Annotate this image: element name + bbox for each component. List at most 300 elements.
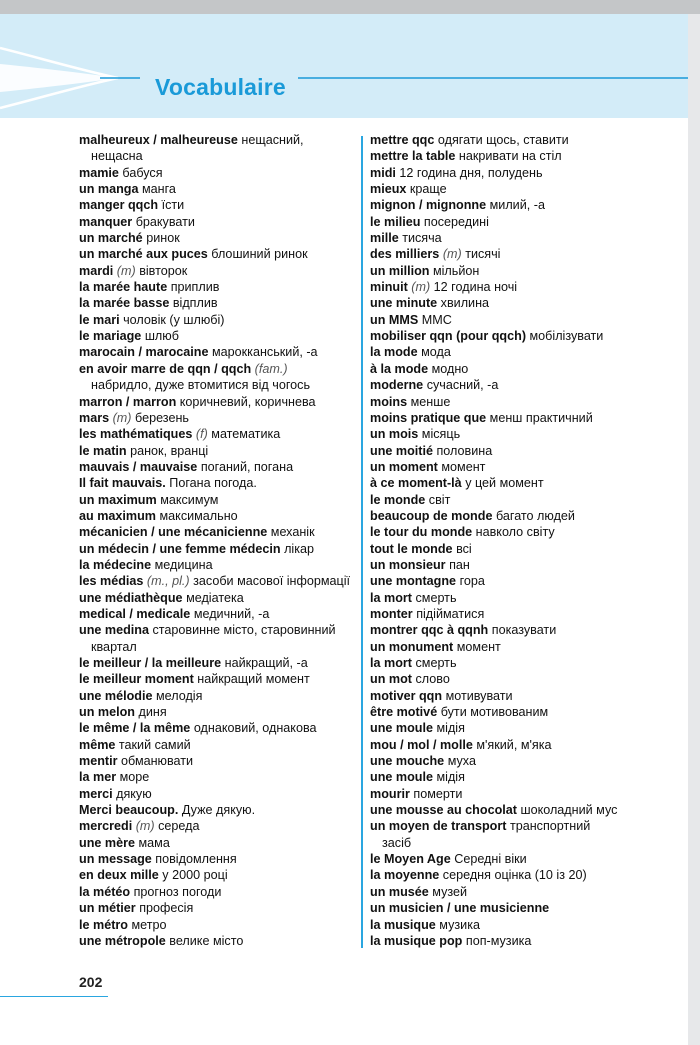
translation: середа [158, 819, 200, 834]
headword: un manga [79, 182, 139, 197]
vocabulary-entry [370, 295, 685, 311]
vocabulary-entry [79, 524, 359, 540]
vocabulary-entry [370, 361, 685, 377]
translation: середня оцінка (10 із 20) [442, 868, 587, 883]
translation: шоколадний мус [520, 803, 618, 818]
headword: un moment [370, 459, 438, 474]
translation: посередині [423, 214, 489, 229]
translation: у 2000 році [162, 868, 228, 883]
translation: мелодія [155, 688, 203, 703]
vocabulary-entry [370, 573, 685, 589]
vocabulary-entry [370, 786, 685, 802]
translation: показувати [491, 623, 557, 638]
column-divider [361, 136, 363, 948]
headword: un musée [370, 884, 429, 899]
page-edge [688, 14, 700, 1045]
translation: бути мотивованим [440, 705, 549, 720]
translation: мобілізувати [529, 329, 604, 344]
headword: mettre qqc [370, 133, 435, 147]
vocabulary-entry [370, 590, 685, 606]
translation: милий, -а [489, 198, 545, 213]
vocabulary-entry [370, 867, 685, 883]
translation: хвилина [440, 296, 490, 311]
translation: момент [441, 459, 486, 474]
headword: la mort [370, 656, 412, 670]
headword: moins [370, 394, 408, 409]
translation: повідомлення [155, 852, 237, 867]
vocabulary-entry [79, 802, 359, 818]
translation: слово [415, 672, 450, 687]
headword: manquer [79, 214, 133, 229]
headword: mardi [79, 263, 114, 278]
translation: море [119, 770, 150, 785]
vocabulary-entry [79, 361, 359, 394]
vocabulary-entry [79, 671, 359, 687]
headword: un message [79, 852, 152, 867]
translation: бабуся [122, 165, 163, 180]
translation: механік [270, 525, 315, 540]
translation: пан [449, 557, 470, 572]
vocabulary-entry [79, 933, 359, 949]
vocabulary-entry [370, 622, 685, 638]
headword: la musique pop [370, 933, 463, 948]
translation: шлюб [144, 329, 179, 344]
translation: м'який, м'яка [476, 737, 552, 752]
headword: une mousse au chocolat [370, 803, 517, 818]
headword: beaucoup de monde [370, 508, 493, 523]
translation: приплив [170, 280, 220, 295]
headword: même [79, 737, 116, 752]
vocabulary-entry [370, 246, 685, 262]
headword: tout le monde [370, 541, 453, 556]
grammar-note: (m) [442, 247, 462, 262]
translation: світ [428, 492, 451, 507]
vocabulary-entry [370, 328, 685, 344]
translation: блошиний ринок [211, 247, 308, 262]
grammar-note: (m) [411, 280, 431, 295]
vocabulary-entry [370, 704, 685, 720]
vocabulary-entry [79, 917, 359, 933]
headword: un moyen de transport [370, 819, 507, 834]
headword: la mort [370, 590, 412, 605]
translation: максимум [160, 492, 219, 507]
vocabulary-entry [370, 524, 685, 540]
vocabulary-entry [370, 541, 685, 557]
vocabulary-column-right [370, 132, 685, 949]
translation: такий самий [118, 737, 191, 752]
translation: померти [413, 786, 463, 801]
translation: мідія [436, 770, 465, 785]
headword: mieux [370, 182, 407, 197]
footer-rule [0, 996, 108, 997]
translation: їсти [161, 198, 185, 213]
vocabulary-entry [79, 753, 359, 769]
headword: medical / medicale [79, 606, 191, 621]
vocabulary-entry [79, 541, 359, 557]
vocabulary-entry [79, 769, 359, 785]
vocabulary-entry [79, 246, 359, 262]
headword: une montagne [370, 574, 457, 589]
translation: мотивувати [445, 688, 513, 703]
headword: une moitié [370, 443, 433, 458]
vocabulary-entry [370, 410, 685, 426]
translation: максимально [159, 508, 238, 523]
headword: en deux mille [79, 868, 159, 883]
vocabulary-entry [370, 671, 685, 687]
vocabulary-entry [79, 867, 359, 883]
vocabulary-entry [79, 492, 359, 508]
headword: le monde [370, 492, 426, 507]
headword: le mariage [79, 329, 142, 344]
headword: le meilleur / la meilleure [79, 656, 222, 670]
vocabulary-entry [79, 737, 359, 753]
headword: être motivé [370, 705, 438, 720]
vocabulary-entry [79, 573, 359, 589]
headword: la marée basse [79, 296, 170, 311]
vocabulary-column-left [79, 132, 359, 949]
translation: транспортний [509, 819, 591, 834]
translation: підійматися [416, 606, 485, 621]
translation-continued: набридло, дуже втомитися від чогось [91, 378, 311, 393]
translation: бракувати [135, 214, 195, 229]
translation: медицина [154, 557, 213, 572]
headword: manger qqch [79, 198, 159, 213]
translation: муха [447, 754, 476, 769]
translation-continued: засіб [382, 835, 412, 850]
translation: мідія [436, 721, 465, 736]
vocabulary-entry [370, 148, 685, 164]
translation: 12 година дня, полудень [399, 165, 543, 180]
translation: у цей момент [465, 476, 544, 491]
translation: велике місто [169, 933, 244, 948]
translation: нещасний, [241, 133, 304, 147]
headword: mamie [79, 165, 119, 180]
vocabulary-entry [79, 884, 359, 900]
translation: диня [138, 705, 167, 720]
headword: la médecine [79, 557, 152, 572]
headword: le meilleur moment [79, 672, 194, 687]
headword: la météo [79, 884, 131, 899]
vocabulary-entry [79, 622, 359, 655]
headword: une moule [370, 770, 433, 785]
translation: тисяча [402, 231, 442, 246]
translation: метро [131, 917, 167, 932]
translation: дякую [116, 786, 152, 801]
vocabulary-entry [370, 181, 685, 197]
headword: une médiathèque [79, 590, 183, 605]
headword: midi [370, 165, 396, 180]
headword: moins pratique que [370, 410, 487, 425]
translation: музика [439, 917, 480, 932]
vocabulary-entry [370, 557, 685, 573]
translation: поганий, погана [200, 459, 294, 474]
translation: поп-музика [465, 933, 532, 948]
vocabulary-entry [370, 132, 685, 148]
headword: un métier [79, 901, 136, 916]
headword: mille [370, 231, 399, 246]
translation: Середні віки [454, 852, 527, 867]
page-title: Vocabulaire [155, 74, 286, 100]
headword: une medina [79, 623, 149, 638]
translation: ММС [421, 312, 452, 327]
vocabulary-entry [370, 688, 685, 704]
translation-continued: квартал [91, 639, 137, 654]
translation: манга [141, 182, 176, 197]
headword: un mot [370, 672, 412, 687]
vocabulary-entry [370, 884, 685, 900]
vocabulary-entry [79, 279, 359, 295]
headword: mercredi [79, 819, 133, 834]
translation: найкращий момент [197, 672, 310, 687]
headword: mobiliser qqn (pour qqch) [370, 329, 527, 344]
headword: la musique [370, 917, 436, 932]
vocabulary-entry [79, 443, 359, 459]
translation: одягати щось, ставити [437, 133, 569, 147]
headword: un melon [79, 705, 135, 720]
translation: березень [135, 410, 189, 425]
vocabulary-entry [370, 492, 685, 508]
vocabulary-entry [79, 557, 359, 573]
grammar-note: (m) [135, 819, 155, 834]
headword: mars [79, 410, 110, 425]
headword: Il fait mauvais. [79, 476, 166, 491]
translation: прогноз погоди [133, 884, 222, 899]
headword: merci [79, 786, 113, 801]
headword: monter [370, 606, 413, 621]
headword: le matin [79, 443, 127, 458]
headword: mécanicien / une mécanicienne [79, 525, 268, 540]
headword: à ce moment-là [370, 476, 462, 491]
headword: le mari [79, 312, 120, 327]
grammar-note: (m) [116, 263, 136, 278]
headword: motiver qqn [370, 688, 443, 703]
translation: ринок [146, 231, 180, 246]
translation: марокканський, -а [212, 345, 318, 360]
header-swoosh-decoration [0, 14, 700, 118]
headword: une mère [79, 835, 135, 850]
headword: un médecin / une femme médecin [79, 541, 281, 556]
headword: mourir [370, 786, 410, 801]
headword: en avoir marre de qqn / qqch [79, 361, 252, 376]
headword: les mathématiques [79, 427, 193, 442]
top-strip [0, 0, 700, 14]
vocabulary-entry [370, 377, 685, 393]
translation-continued: нещасна [91, 149, 143, 164]
translation: мода [421, 345, 451, 360]
headword: marron / marron [79, 394, 177, 409]
translation: краще [409, 182, 447, 197]
grammar-note: (m) [112, 410, 132, 425]
translation: мама [138, 835, 170, 850]
vocabulary-entry [79, 459, 359, 475]
vocabulary-entry [79, 197, 359, 213]
headword: une métropole [79, 933, 166, 948]
translation: медіатека [186, 590, 244, 605]
vocabulary-entry [79, 410, 359, 426]
vocabulary-entry [79, 704, 359, 720]
translation: засоби масової інформації [193, 574, 351, 589]
vocabulary-entry [370, 655, 685, 671]
translation: половина [436, 443, 493, 458]
headword: mou / mol / molle [370, 737, 473, 752]
translation: модно [431, 361, 469, 376]
headword: un million [370, 263, 430, 278]
vocabulary-entry [79, 263, 359, 279]
translation: смерть [415, 590, 457, 605]
headword: moderne [370, 378, 424, 393]
vocabulary-entry [79, 590, 359, 606]
vocabulary-entry [370, 230, 685, 246]
translation: смерть [415, 656, 457, 670]
vocabulary-entry [79, 688, 359, 704]
vocabulary-entry [79, 835, 359, 851]
section-header [0, 14, 700, 118]
headword: minuit [370, 280, 408, 295]
vocabulary-entry [79, 508, 359, 524]
vocabulary-entry [79, 394, 359, 410]
headword: un mois [370, 427, 419, 442]
headword: un monument [370, 639, 454, 654]
vocabulary-entry [79, 786, 359, 802]
headword: le métro [79, 917, 128, 932]
vocabulary-entry [370, 818, 685, 851]
vocabulary-entry [370, 214, 685, 230]
vocabulary-entry [79, 900, 359, 916]
vocabulary-entry [370, 443, 685, 459]
translation: однаковий, однакова [193, 721, 317, 736]
headword: des milliers [370, 247, 440, 262]
headword: un monsieur [370, 557, 446, 572]
vocabulary-entry [370, 459, 685, 475]
vocabulary-entry [79, 426, 359, 442]
grammar-note: (fam.) [254, 361, 288, 376]
vocabulary-entry [370, 917, 685, 933]
vocabulary-entry [370, 312, 685, 328]
vocabulary-entry [370, 426, 685, 442]
vocabulary-entry [79, 312, 359, 328]
vocabulary-entry [79, 328, 359, 344]
translation: чоловік (у шлюбі) [123, 312, 225, 327]
translation: гора [459, 574, 485, 589]
headword: au maximum [79, 508, 156, 523]
translation: відплив [172, 296, 218, 311]
vocabulary-entry [79, 655, 359, 671]
headword: mignon / mignonne [370, 198, 487, 213]
translation: старовинне місто, старовинний [152, 623, 336, 638]
headword: la marée haute [79, 280, 168, 295]
vocabulary-entry [370, 606, 685, 622]
translation: ранок, вранці [130, 443, 209, 458]
headword: mentir [79, 754, 118, 769]
headword: à la mode [370, 361, 429, 376]
headword: le tour du monde [370, 525, 473, 540]
vocabulary-entry [370, 769, 685, 785]
vocabulary-entry [370, 279, 685, 295]
translation: обманювати [121, 754, 194, 769]
headword: la mer [79, 770, 117, 785]
translation: Дуже дякую. [181, 803, 256, 818]
vocabulary-entry [370, 344, 685, 360]
vocabulary-entry [370, 197, 685, 213]
translation: Погана погода. [169, 476, 257, 491]
translation: момент [456, 639, 501, 654]
headword: une mélodie [79, 688, 153, 703]
vocabulary-entry [370, 900, 685, 916]
vocabulary-entry [370, 802, 685, 818]
headword: le même / la même [79, 721, 191, 736]
headword: le Moyen Age [370, 852, 451, 867]
vocabulary-entry [79, 214, 359, 230]
headword: un marché aux puces [79, 247, 208, 262]
headword: une minute [370, 296, 438, 311]
translation: математика [211, 427, 281, 442]
translation: професія [139, 901, 194, 916]
translation: багато людей [495, 508, 575, 523]
vocabulary-entry [79, 181, 359, 197]
headword: un MMS [370, 312, 419, 327]
translation: тисячі [465, 247, 501, 262]
vocabulary-entry [79, 132, 359, 165]
vocabulary-entry [79, 475, 359, 491]
headword: la moyenne [370, 868, 440, 883]
headword: Merci beaucoup. [79, 803, 179, 818]
vocabulary-entry [370, 737, 685, 753]
vocabulary-entry [370, 720, 685, 736]
translation: вівторок [139, 263, 188, 278]
vocabulary-entry [79, 295, 359, 311]
vocabulary-entry [79, 344, 359, 360]
headword: une mouche [370, 754, 445, 769]
translation: всі [456, 541, 472, 556]
vocabulary-entry [370, 933, 685, 949]
vocabulary-entry [79, 230, 359, 246]
vocabulary-entry [370, 475, 685, 491]
headword: une moule [370, 721, 433, 736]
vocabulary-entry [370, 851, 685, 867]
translation: сучасний, -а [426, 378, 499, 393]
vocabulary-entry [79, 818, 359, 834]
grammar-note: (m., pl.) [146, 574, 190, 589]
headword: le milieu [370, 214, 421, 229]
translation: 12 година ночі [433, 280, 518, 295]
vocabulary-entry [370, 508, 685, 524]
headword: un musicien / une musicienne [370, 901, 550, 916]
grammar-note: (f) [195, 427, 208, 442]
headword: la mode [370, 345, 418, 360]
vocabulary-entry [79, 720, 359, 736]
translation: накривати на стіл [458, 149, 562, 164]
headword: mettre la table [370, 149, 456, 164]
headword: un marché [79, 231, 143, 246]
vocabulary-entry [79, 165, 359, 181]
translation: менш практичний [489, 410, 593, 425]
vocabulary-entry [370, 263, 685, 279]
vocabulary-entry [79, 606, 359, 622]
vocabulary-entry [370, 394, 685, 410]
headword: mauvais / mauvaise [79, 459, 198, 474]
translation: медичний, -а [193, 606, 270, 621]
translation: лікар [284, 541, 315, 556]
vocabulary-entry [370, 753, 685, 769]
headword: les médias [79, 574, 144, 589]
translation: коричневий, коричнева [179, 394, 316, 409]
vocabulary-entry [370, 165, 685, 181]
vocabulary-entry [370, 639, 685, 655]
headword: montrer qqc à qqnh [370, 623, 489, 638]
headword: un maximum [79, 492, 157, 507]
translation: навколо світу [475, 525, 555, 540]
vocabulary-entry [79, 851, 359, 867]
